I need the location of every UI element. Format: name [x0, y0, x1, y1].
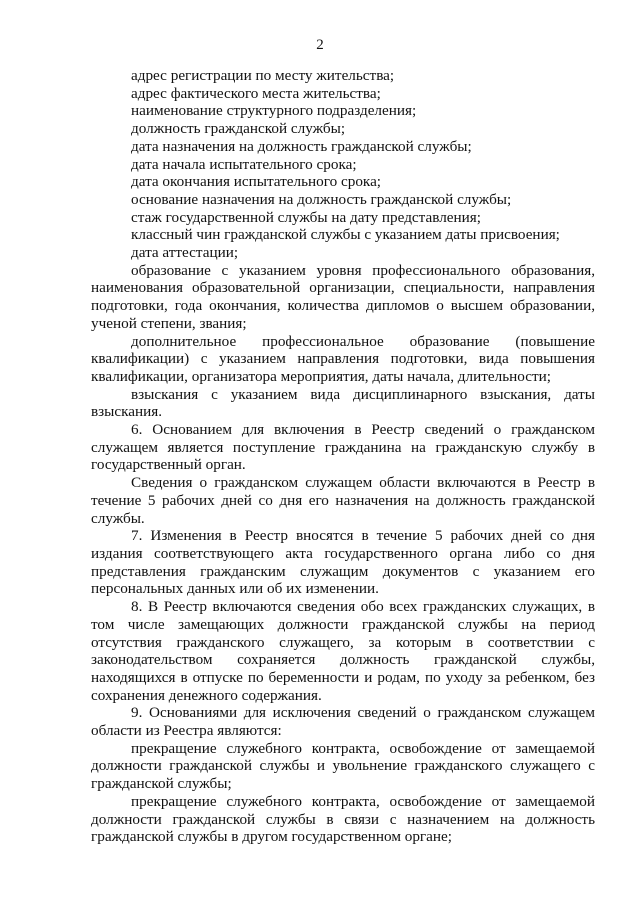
document-body — [91, 67, 595, 846]
paragraph-inclusion-term: Сведения о гражданском служащем области включаются в Реестр в течение 5 рабочих дней со дня его назначения на должность гражданской службы. — [91, 474, 595, 527]
list-item: дата аттестации; — [131, 244, 239, 262]
list-item: стаж государственной службы на дату представления; — [131, 208, 481, 226]
paragraph-termination-transfer: прекращение служебного контракта, освобождение от замещаемой должности гражданской службы в связи с назначением на должность гражданской службы в другом государственном органе; — [91, 792, 595, 846]
list-item: дата начала испытательного срока; — [131, 155, 357, 173]
list-item: должность гражданской службы; — [131, 120, 346, 138]
paragraph-section-7: 7. Изменения в Реестр вносятся в течение 5 рабочих дней со дня издания соответствующего акта государственного органа либо со дня представления гражданским служащим документов с указанием его персональных данных или об их изменении. — [91, 527, 595, 598]
list-item: адрес регистрации по месту жительства; — [131, 67, 395, 84]
list-item: дата назначения на должность гражданской службы; — [131, 137, 472, 155]
list-item: классный чин гражданской службы с указанием даты присвоения; — [131, 226, 560, 244]
paragraph-additional-education: дополнительное профессиональное образование (повышение квалификации) с указанием направления подготовки, вида повышения квалификации, организатора мероприятия, даты начала, длительности; — [91, 332, 595, 385]
paragraph-section-9: 9. Основаниями для исключения сведений о гражданском служащем области из Реестра являются: — [91, 704, 595, 740]
list-item: адрес фактического места жительства; — [131, 84, 381, 102]
list-item: дата окончания испытательного срока; — [131, 173, 382, 191]
paragraph-section-6: 6. Основанием для включения в Реестр сведений о гражданском служащем является поступление гражданина на гражданскую службу в государственный орган. — [91, 421, 595, 474]
paragraph-termination-dismissal: прекращение служебного контракта, освобождение от замещаемой должности гражданской службы и увольнение гражданского служащего с гражданской службы; — [91, 739, 595, 793]
paragraph-section-8: 8. В Реестр включаются сведения обо всех гражданских служащих, в том числе замещающих должности гражданской службы на период отсутствия гражданского служащего, за которым в соответствии с законодательством сохраняется должность гражданской службы, находящихся в отпуске по беременности и родам, по уходу за ребенком, без сохранения денежного содержания. — [91, 598, 595, 704]
paragraph-education: образование с указанием уровня профессионального образования, наименования образовательной организации, специальности, направления подготовки, года окончания, количества дипломов о высшем образовании, ученой степени, звания; — [91, 261, 595, 332]
list-item: основание назначения на должность гражданской службы; — [131, 190, 512, 208]
page-number: 2 — [316, 37, 324, 53]
paragraph-penalties: взыскания с указанием вида дисциплинарного взыскания, даты взыскания. — [91, 385, 595, 421]
list-item: наименование структурного подразделения; — [131, 102, 417, 120]
